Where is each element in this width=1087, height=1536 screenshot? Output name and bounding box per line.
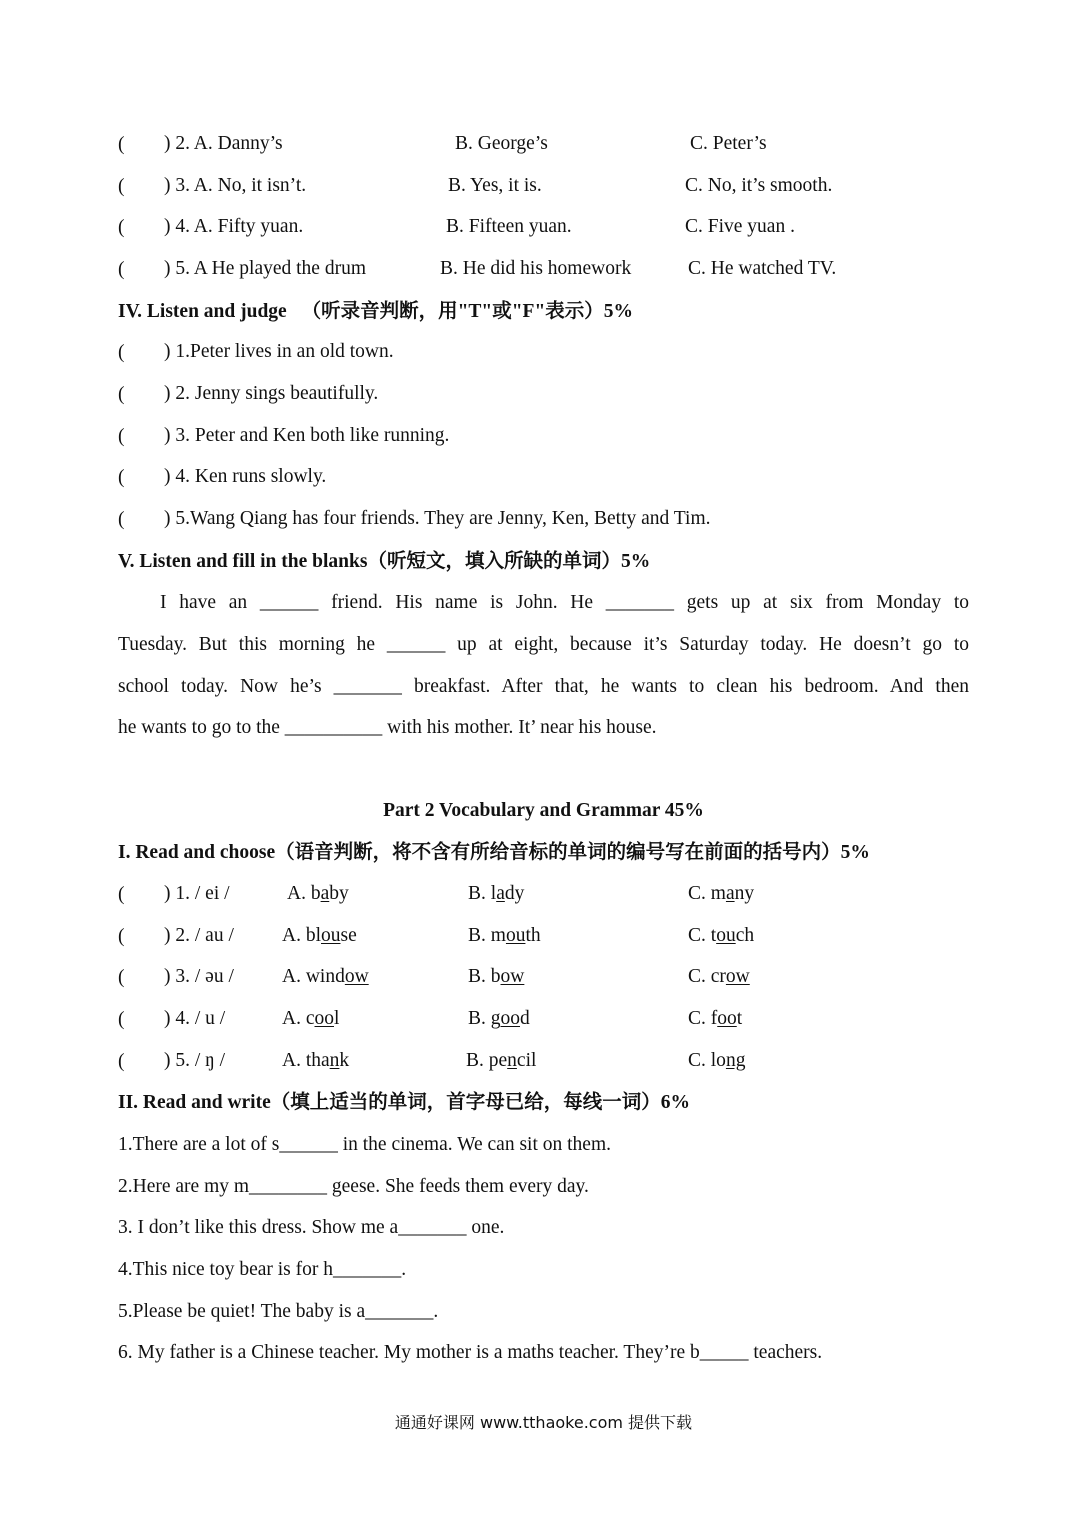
word-part: A. wind <box>282 966 345 987</box>
word-option-b <box>468 1008 530 1030</box>
word-part: t <box>736 1008 743 1029</box>
word-underlined-part: oo <box>314 1008 334 1029</box>
phonetics-paren: ( <box>118 884 125 905</box>
section-instruction: （填上适当的单词，首字母已给，每线一词）6% <box>270 1092 691 1113</box>
word-underlined-part: ou <box>321 925 341 946</box>
word-option-b <box>466 1050 536 1072</box>
phonetics-paren: ( <box>118 1009 125 1030</box>
judge-paren: ( <box>118 509 125 530</box>
passage-line: school today. Now he’s _______ breakfast. After that, he wants to clean his bedroom. And then <box>118 676 969 697</box>
judge-item: ) 1.Peter lives in an old town. <box>164 341 394 362</box>
word-underlined-part: n <box>507 1050 517 1071</box>
choice-item <box>118 216 125 240</box>
phonetics-paren: ( <box>118 967 125 988</box>
word-part: C. lo <box>688 1050 726 1071</box>
fill-item: 2.Here are my m________ geese. She feeds them every day. <box>118 1176 589 1197</box>
phonetics-number: ) 1. / ei / <box>164 883 230 904</box>
choice-item <box>118 175 125 199</box>
section-title: IV. Listen and judge <box>118 301 287 322</box>
fill-item: 4.This nice toy bear is for h_______. <box>118 1259 407 1280</box>
word-underlined-part: ow <box>500 966 525 987</box>
word-option-c <box>688 1050 745 1072</box>
word-part: d <box>520 1008 530 1029</box>
judge-paren: ( <box>118 384 125 405</box>
choice-number-a: ) 5. A He played the drum <box>164 258 366 279</box>
page-footer: 通通好课网 www.tthaoke.com 提供下载 <box>394 1413 693 1432</box>
passage-line: Tuesday. But this morning he ______ up at eight, because it’s Saturday today. He doesn’t go to <box>118 634 969 655</box>
section-title: I. Read and choose <box>118 842 276 863</box>
word-part: C. t <box>688 925 717 946</box>
word-part: A. tha <box>282 1050 330 1071</box>
phonetics-number: ) 3. / əu / <box>164 966 234 987</box>
word-option-b <box>468 966 524 988</box>
judge-paren: ( <box>118 467 125 488</box>
section-heading-read-choose <box>118 841 870 865</box>
choice-number-a: ) 4. A. Fifty yuan. <box>164 216 304 237</box>
fill-item: 1.There are a lot of s______ in the cinema. We can sit on them. <box>118 1134 612 1155</box>
word-part: A. b <box>287 883 321 904</box>
fill-item: 3. I don’t like this dress. Show me a_______ one. <box>118 1217 505 1238</box>
word-option-c <box>688 925 754 947</box>
word-part: th <box>525 925 541 946</box>
word-part: ch <box>735 925 755 946</box>
word-option-c <box>688 1008 742 1030</box>
word-part: cil <box>516 1050 537 1071</box>
phonetics-paren: ( <box>118 926 125 947</box>
word-part: dy <box>504 883 525 904</box>
fill-item: 5.Please be quiet! The baby is a_______. <box>118 1301 439 1322</box>
word-part: l <box>334 1008 340 1029</box>
word-underlined-part: ow <box>725 966 750 987</box>
word-part: A. c <box>282 1008 315 1029</box>
choice-option-b: B. George’s <box>455 133 548 154</box>
section-title: V. Listen and fill in the blanks <box>118 551 368 572</box>
word-part: B. m <box>468 925 506 946</box>
section-title: II. Read and write <box>118 1092 271 1113</box>
section-instruction: （语音判断，将不含有所给音标的单词的编号写在前面的括号内）5% <box>275 842 870 863</box>
choice-number-a: ) 2. A. Danny’s <box>164 133 283 154</box>
choice-item <box>118 258 125 282</box>
word-underlined-part: ou <box>716 925 736 946</box>
choice-option-c: C. No, it’s smooth. <box>685 175 833 196</box>
phonetics-number: ) 2. / au / <box>164 925 234 946</box>
judge-paren: ( <box>118 342 125 363</box>
phonetics-number: ) 4. / u / <box>164 1008 226 1029</box>
judge-item: ) 2. Jenny sings beautifully. <box>164 383 379 404</box>
choice-option-c: C. Five yuan . <box>685 216 795 237</box>
word-option-c <box>688 966 750 988</box>
choice-item <box>118 133 125 157</box>
phonetics-paren: ( <box>118 1051 125 1072</box>
choice-option-b: B. He did his homework <box>440 258 632 279</box>
judge-item: ) 4. Ken runs slowly. <box>164 466 327 487</box>
choice-option-c: C. Peter’s <box>690 133 767 154</box>
word-option-a <box>282 1008 339 1030</box>
answer-paren: ( <box>118 259 125 280</box>
word-option-a <box>282 1050 349 1072</box>
word-option-a <box>287 883 349 905</box>
word-underlined-part: a <box>496 883 505 904</box>
choice-option-c: C. He watched TV. <box>688 258 837 279</box>
section-heading-read-write <box>118 1091 690 1115</box>
word-option-a <box>282 925 357 947</box>
judge-item: ) 5.Wang Qiang has four friends. They are Jenny, Ken, Betty and Tim. <box>164 508 711 529</box>
judge-paren: ( <box>118 426 125 447</box>
answer-paren: ( <box>118 217 125 238</box>
choice-option-b: B. Fifteen yuan. <box>446 216 572 237</box>
phonetics-number: ) 5. / ŋ / <box>164 1050 226 1071</box>
judge-item: ) 3. Peter and Ken both like running. <box>164 425 450 446</box>
word-part: B. pe <box>466 1050 508 1071</box>
word-part: A. bl <box>282 925 321 946</box>
word-option-b <box>468 883 524 905</box>
section-instruction: （听短文，填入所缺的单词）5% <box>367 551 651 572</box>
word-part: by <box>329 883 349 904</box>
word-part: k <box>339 1050 350 1071</box>
word-underlined-part: a <box>725 883 735 904</box>
word-underlined-part: n <box>329 1050 340 1071</box>
word-underlined-part: ng <box>725 1050 746 1071</box>
word-part: B. g <box>468 1008 501 1029</box>
fill-item: 6. My father is a Chinese teacher. My mother is a maths teacher. They’re b_____ teachers. <box>118 1342 823 1363</box>
passage-line: I have an ______ friend. His name is John. He _______ gets up at six from Monday to <box>160 592 969 613</box>
section-heading-fill-blanks <box>118 550 650 574</box>
word-underlined-part: ow <box>344 966 369 987</box>
choice-number-a: ) 3. A. No, it isn’t. <box>164 175 307 196</box>
part-title: Part 2 Vocabulary and Grammar 45% <box>383 800 704 821</box>
word-part: C. m <box>688 883 726 904</box>
section-instruction: （听录音判断，用"T"或"F"表示）5% <box>301 301 634 322</box>
word-part: ny <box>734 883 755 904</box>
choice-option-b: B. Yes, it is. <box>448 175 542 196</box>
word-option-c <box>688 883 754 905</box>
word-underlined-part: ou <box>505 925 526 946</box>
word-part: se <box>340 925 357 946</box>
word-part: C. cr <box>688 966 726 987</box>
word-underlined-part: a <box>320 883 330 904</box>
word-underlined-part: oo <box>717 1008 737 1029</box>
word-part: B. l <box>468 883 497 904</box>
passage-line: he wants to go to the __________ with his mother. It’ near his house. <box>118 717 657 738</box>
word-option-b <box>468 925 541 947</box>
answer-paren: ( <box>118 134 125 155</box>
answer-paren: ( <box>118 176 125 197</box>
word-underlined-part: oo <box>500 1008 521 1029</box>
word-option-a <box>282 966 369 988</box>
section-heading-listen-judge <box>118 300 633 324</box>
word-part: B. b <box>468 966 501 987</box>
word-part: C. f <box>688 1008 718 1029</box>
